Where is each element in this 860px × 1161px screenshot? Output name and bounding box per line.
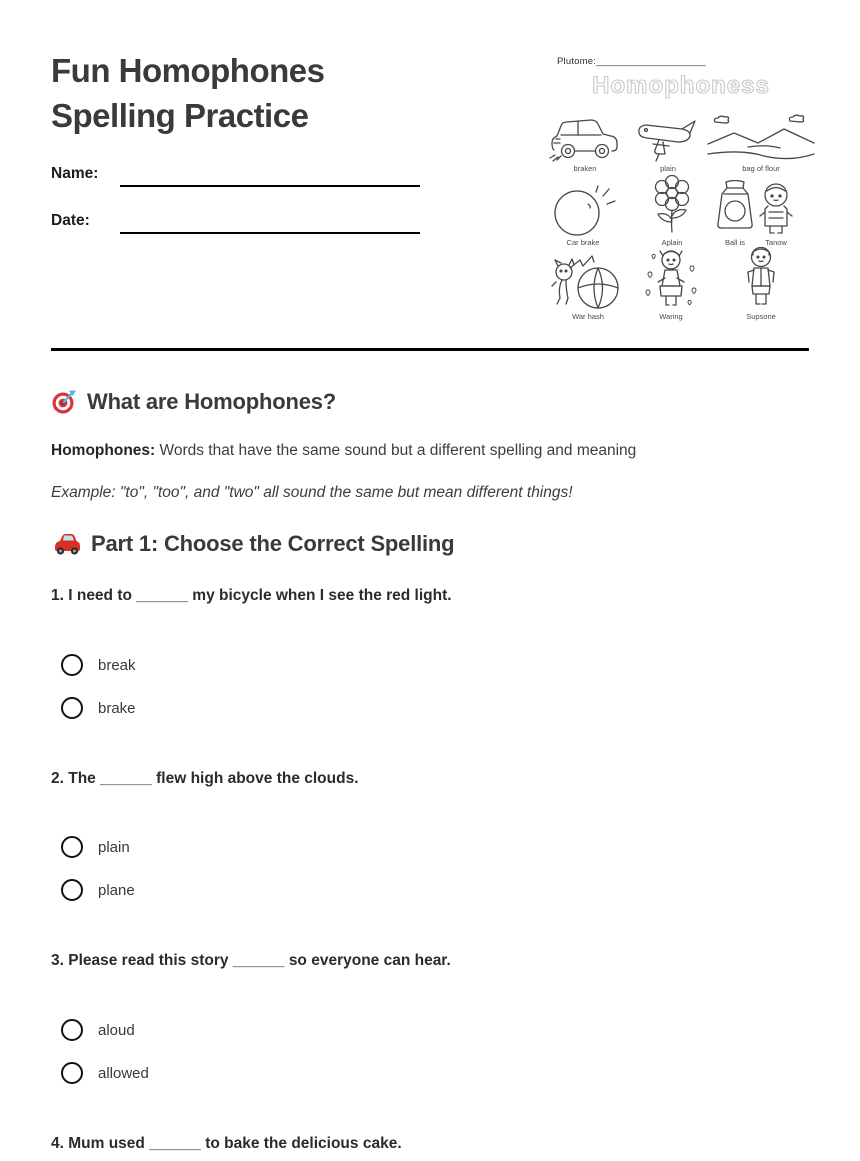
car-drawing-icon (548, 114, 622, 162)
page-title-line1: Fun Homophones (51, 52, 325, 89)
worksheet-item (705, 114, 817, 173)
question-3-option-1 (61, 1018, 135, 1042)
section-divider (51, 348, 809, 351)
intro-heading-row (51, 389, 336, 415)
flower-drawing-icon (644, 172, 700, 236)
worksheet-item-label: Waring (659, 312, 683, 321)
name-field-row (51, 165, 451, 189)
radio-button[interactable] (61, 1019, 83, 1041)
worksheet-item-label: plain (660, 164, 676, 173)
worksheet-item (547, 114, 623, 173)
radio-button[interactable] (61, 836, 83, 858)
worksheet-item (549, 252, 627, 321)
definition-text: Words that have the same sound but a different spelling and meaning (155, 442, 637, 459)
option-label[interactable]: break (98, 656, 136, 674)
worksheet-item (753, 182, 799, 247)
worksheet-item (643, 172, 701, 247)
worksheet-item-label: Tanow (765, 238, 787, 247)
date-label: Date: (51, 212, 90, 229)
example-paragraph: Example: "to", "too", and "two" all sound the same but mean different things! (51, 484, 573, 501)
plane-drawing-icon (635, 116, 701, 162)
page-title (51, 48, 491, 138)
worksheet-item (545, 184, 621, 247)
worksheet-item (633, 116, 703, 173)
worksheet-outline-title: Homophoness (592, 72, 770, 99)
question-1-option-2 (61, 696, 136, 720)
question-1-option-1 (61, 653, 136, 677)
name-write-line[interactable] (120, 185, 420, 187)
radio-button[interactable] (61, 654, 83, 676)
page-title-line2: Spelling Practice (51, 97, 309, 134)
worksheet-name-line: Plutome:____________________ (557, 56, 706, 67)
dartboard-icon (51, 389, 77, 415)
option-label[interactable]: allowed (98, 1064, 149, 1082)
date-write-line[interactable] (120, 232, 420, 234)
worksheet-item-label: Ball is (724, 238, 745, 247)
worksheet-item-label: War hash (572, 312, 604, 321)
radio-button[interactable] (61, 879, 83, 901)
worksheet-item-label: bag of flour (742, 164, 780, 173)
question-3: 3. Please read this story ______ so everyone can hear. (51, 952, 451, 969)
girl-with-hearts-drawing-icon (640, 248, 702, 310)
question-4: 4. Mum used ______ to bake the delicious cake. (51, 1135, 402, 1152)
question-2: 2. The ______ flew high above the clouds. (51, 770, 359, 787)
name-label: Name: (51, 165, 99, 182)
worksheet-item (733, 246, 789, 321)
option-label[interactable]: aloud (98, 1021, 135, 1039)
worksheet-item-label: Car brake (566, 238, 600, 247)
ball-drawing-icon (547, 184, 619, 236)
definition-term: Homophones: (51, 442, 156, 459)
radio-button[interactable] (61, 1062, 83, 1084)
homophones-worksheet-image (545, 54, 817, 332)
definition-paragraph (51, 442, 771, 460)
question-1: 1. I need to ______ my bicycle when I see the red light. (51, 587, 452, 604)
dog-with-ball-drawing-icon (550, 252, 626, 310)
option-label[interactable]: brake (98, 699, 136, 717)
intro-heading: What are Homophones? (87, 389, 337, 414)
question-2-option-1 (61, 835, 130, 859)
worksheet-item-label: braken (573, 164, 597, 173)
landscape-drawing-icon (706, 114, 816, 162)
hooded-girl-drawing-icon (755, 182, 797, 236)
worksheet-item-label: Aplain (661, 238, 683, 247)
boy-drawing-icon (738, 246, 784, 310)
red-car-icon (51, 532, 81, 556)
worksheet-item (639, 248, 703, 321)
question-3-option-2 (61, 1061, 149, 1085)
part1-heading-row (51, 531, 454, 557)
radio-button[interactable] (61, 697, 83, 719)
date-field-row (51, 212, 451, 236)
part1-heading: Part 1: Choose the Correct Spelling (91, 531, 455, 556)
option-label[interactable]: plane (98, 881, 135, 899)
question-2-option-2 (61, 878, 135, 902)
worksheet-item-label: Supsone (746, 312, 776, 321)
option-label[interactable]: plain (98, 838, 130, 856)
